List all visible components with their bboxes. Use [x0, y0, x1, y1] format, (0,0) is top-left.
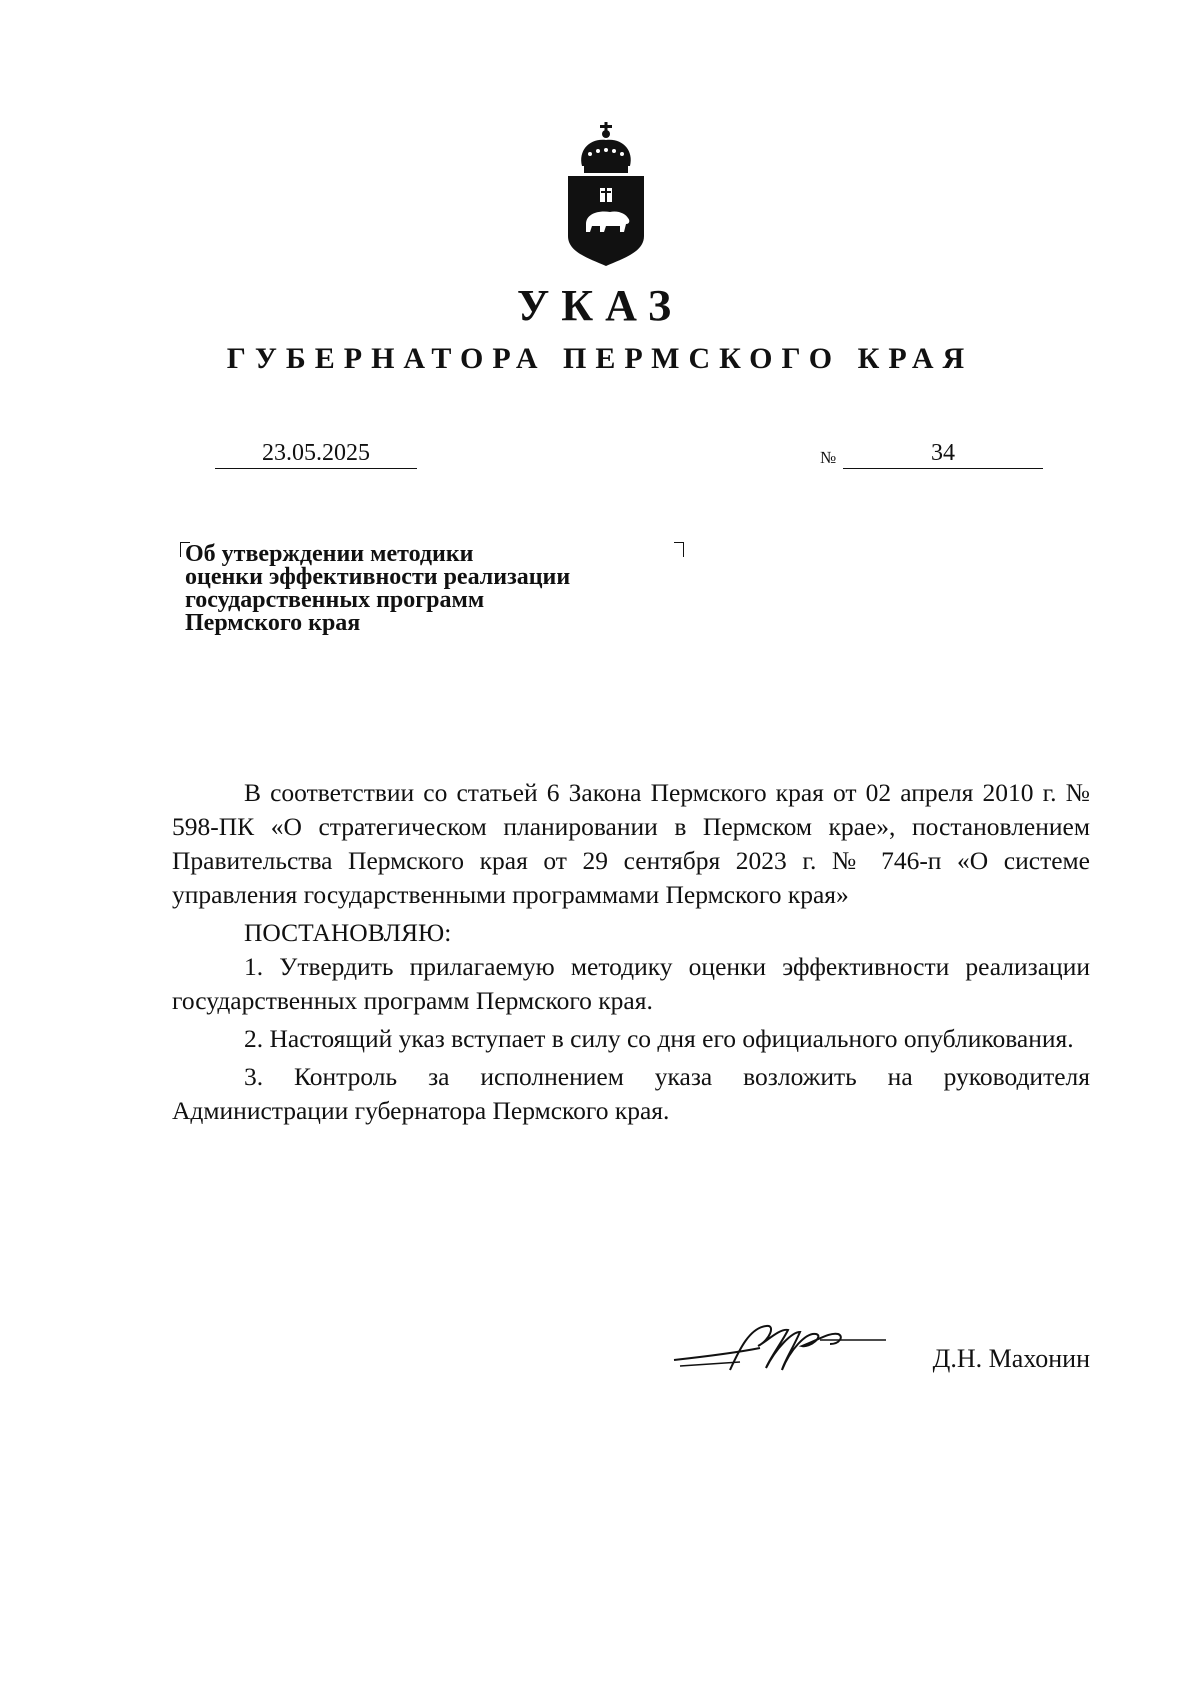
decree-subject	[185, 543, 665, 635]
decree-item: 2. Настоящий указ вступает в силу со дня его официального опубликования.	[244, 1024, 1074, 1053]
decree-date: 23.05.2025	[215, 438, 417, 469]
number-label: №	[820, 448, 837, 467]
decree-body	[172, 776, 1090, 1132]
subject-corner-right	[674, 542, 684, 557]
signer-name: Д.Н. Махонин	[932, 1344, 1090, 1373]
decree-word: ПОСТАНОВЛЯЮ:	[244, 918, 452, 947]
subject-line: государственных программ	[185, 587, 485, 613]
decree-number: 34	[843, 438, 1043, 469]
subject-line: оценки эффективности реализации	[185, 564, 571, 590]
subject-line: Пермского края	[185, 610, 361, 636]
coat-of-arms-icon	[564, 118, 648, 268]
document-type-title: УКАЗ	[516, 281, 684, 330]
decree-item: 3. Контроль за исполнением указа возложить на руководителя Администрации губернатора Пермского края.	[172, 1062, 1090, 1125]
signature-icon	[670, 1318, 890, 1378]
issuer-title: ГУБЕРНАТОРА ПЕРМСКОГО КРАЯ	[226, 342, 974, 375]
preamble-paragraph: В соответствии со статьей 6 Закона Пермского края от 02 апреля 2010 г. № 598-ПК «О стратегическом планировании в Пермском крае», постановлением Правительства Пермского края от 29 сентября 2023 г. № 746-п «О системе управления государственными программами Пермского края»	[172, 778, 1090, 909]
decree-item: 1. Утвердить прилагаемую методику оценки эффективности реализации государственных программ Пермского края.	[172, 952, 1090, 1015]
subject-line: Об утверждении методики	[185, 541, 474, 567]
